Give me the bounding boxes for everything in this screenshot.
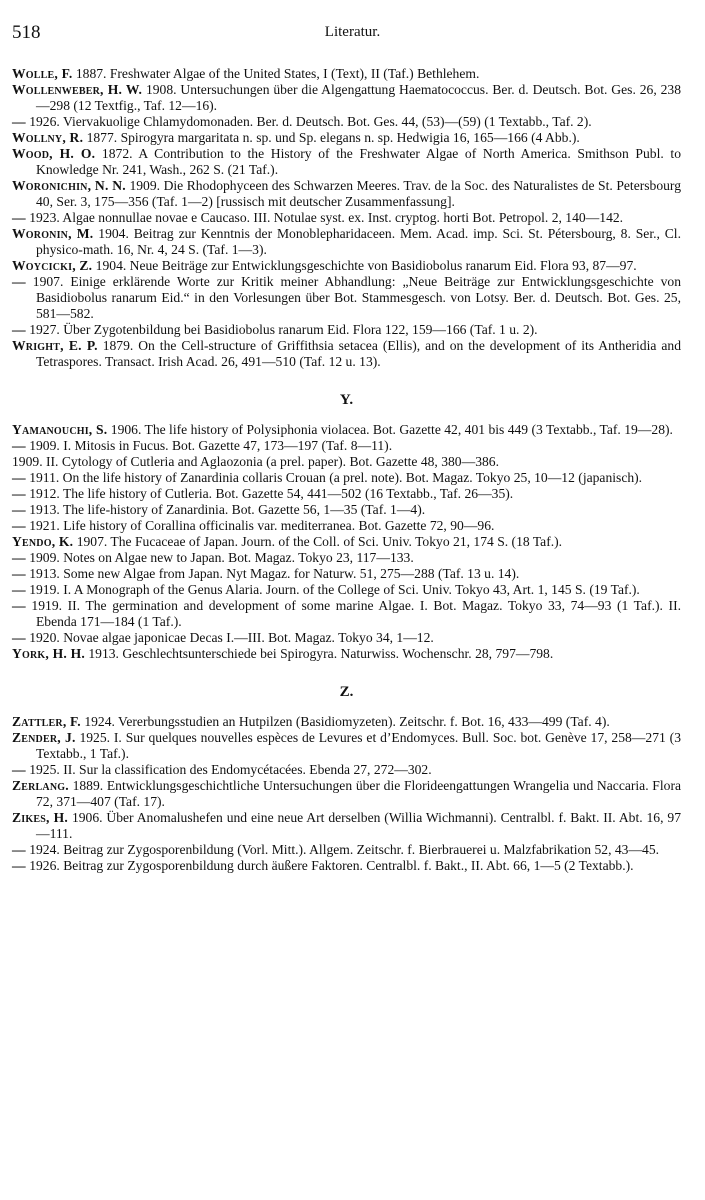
page-header bbox=[12, 22, 693, 48]
bibliography-entry bbox=[12, 422, 681, 438]
bibliography bbox=[12, 66, 681, 874]
bibliography-entry bbox=[12, 502, 681, 518]
entry-author: Woycicki, Z. bbox=[12, 258, 93, 273]
bibliography-entry bbox=[12, 226, 681, 258]
entry-author: — bbox=[12, 582, 26, 597]
bibliography-entry bbox=[12, 518, 681, 534]
bibliography-entry bbox=[12, 338, 681, 370]
bibliography-entry bbox=[12, 566, 681, 582]
entry-author: — bbox=[12, 114, 26, 129]
entry-text: 1904. Beitrag zur Kenntnis der Monoblepharidaceen. Mem. Acad. imp. Sci. St. Pétersbourg, 8. Ser., Cl. physico-math. 16, Nr. 4, 24 S. (Taf. 1—3). bbox=[36, 226, 681, 257]
bibliography-entry bbox=[12, 582, 681, 598]
bibliography-entry bbox=[12, 598, 681, 630]
entry-author: Wolle, F. bbox=[12, 66, 73, 81]
bibliography-entry bbox=[12, 714, 681, 730]
section-letter: Y. bbox=[339, 392, 354, 408]
bibliography-entry bbox=[12, 730, 681, 762]
bibliography-entry bbox=[12, 454, 681, 470]
entry-text: 1909. Notes on Algae new to Japan. Bot. Magaz. Tokyo 23, 117—133. bbox=[29, 550, 414, 565]
bibliography-entry bbox=[12, 646, 681, 662]
entry-text: 1906. Über Anomalushefen und eine neue Art derselben (Willia Wichmanni). Centralbl. f. Bakt. II. Abt. 16, 97—111. bbox=[36, 810, 681, 841]
entry-text: 1924. Vererbungsstudien an Hutpilzen (Basidiomyzeten). Zeitschr. f. Bot. 16, 433—499 (Taf. 4). bbox=[84, 714, 610, 729]
bibliography-entry bbox=[12, 550, 681, 566]
entry-author: Zender, J. bbox=[12, 730, 76, 745]
entry-text: 1889. Entwicklungsgeschichtliche Untersuchungen über die Florideengattungen Wrangelia und Naccaria. Flora 72, 371—407 (Taf. 17). bbox=[36, 778, 682, 809]
entry-author: — bbox=[12, 274, 26, 289]
entry-author: — bbox=[12, 502, 26, 517]
entry-author: York, H. H. bbox=[12, 646, 85, 661]
entry-text: 1926. Beitrag zur Zygosporenbildung durch äußere Faktoren. Centralbl. f. Bakt., II. Abt. 66, 1—5 (2 Textabb.). bbox=[29, 858, 634, 873]
entry-author: Wollenweber, H. W. bbox=[12, 82, 143, 97]
entry-author: Wollny, R. bbox=[12, 130, 84, 145]
entry-author: — bbox=[12, 842, 26, 857]
entry-author: — bbox=[12, 486, 26, 501]
entry-author: — bbox=[12, 566, 26, 581]
bibliography-entry bbox=[12, 858, 681, 874]
entry-author: — bbox=[12, 598, 26, 613]
entry-text: 1879. On the Cell-structure of Griffithsia setacea (Ellis), and on the development of its Antheridia and Tetraspores. Transact. Irish Acad. 26, 491—510 (Taf. 12 u. 13). bbox=[36, 338, 681, 369]
bibliography-entry bbox=[12, 486, 681, 502]
entry-text: 1912. The life history of Cutleria. Bot. Gazette 54, 441—502 (16 Textabb., Taf. 26—35). bbox=[29, 486, 514, 501]
bibliography-entry bbox=[12, 114, 681, 130]
bibliography-entry bbox=[12, 762, 681, 778]
bibliography-entry bbox=[12, 470, 681, 486]
entry-author: Wood, H. O. bbox=[12, 146, 96, 161]
entry-text: 1925. II. Sur la classification des Endomycétacées. Ebenda 27, 272—302. bbox=[29, 762, 432, 777]
bibliography-entry bbox=[12, 130, 681, 146]
entry-author: — bbox=[12, 438, 26, 453]
entry-author: — bbox=[12, 470, 26, 485]
entry-text: 1913. The life-history of Zanardinia. Bot. Gazette 56, 1—35 (Taf. 1—4). bbox=[29, 502, 426, 517]
entry-author: Woronin, M. bbox=[12, 226, 94, 241]
entry-author: — bbox=[12, 210, 26, 225]
entry-text: 1907. The Fucaceae of Japan. Journ. of the Coll. of Sci. Univ. Tokyo 21, 174 S. (18 Taf.). bbox=[76, 534, 563, 549]
entry-text: 1919. I. A Monograph of the Genus Alaria. Journ. of the College of Sci. Univ. Tokyo 43, Art. 1, 145 S. (19 Taf.). bbox=[29, 582, 640, 597]
entry-text: 1909. Die Rhodophyceen des Schwarzen Meeres. Trav. de la Soc. des Naturalistes de St. Petersbourg 40, Ser. 3, 175—356 (Taf. 1—2) [russisch mit deutscher Zusammenfassung]. bbox=[36, 178, 682, 209]
entry-text: 1877. Spirogyra margaritata n. sp. und Sp. elegans n. sp. Hedwigia 16, 165—166 (4 Abb.). bbox=[86, 130, 580, 145]
bibliography-entry bbox=[12, 438, 681, 454]
entry-text: 1909. II. Cytology of Cutleria and Aglaozonia (a prel. paper). Bot. Gazette 48, 380—386. bbox=[12, 454, 499, 469]
entry-author: Zerlang. bbox=[12, 778, 69, 793]
bibliography-entry bbox=[12, 258, 681, 274]
entry-text: 1923. Algae nonnullae novae e Caucaso. III. Notulae syst. ex. Inst. cryptog. horti Bot. Petropol. 2, 140—142. bbox=[29, 210, 624, 225]
bibliography-entry bbox=[12, 778, 681, 810]
entry-author: — bbox=[12, 762, 26, 777]
entry-text: 1911. On the life history of Zanardinia collaris Crouan (a prel. note). Bot. Magaz. Tokyo 25, 10—12 (japanisch). bbox=[29, 470, 643, 485]
entry-author: Wright, E. P. bbox=[12, 338, 98, 353]
entry-text: 1907. Einige erklärende Worte zur Kritik meiner Abhandlung: „Neue Beiträge zur Entwicklungsgeschichte von Basidiobolus ranarum Eid.“ in den Vorlesungen über Bot. Stammesgesch. von Lotsy. Ber. d. Deutsch. Bot. Ges. 25, 581—582. bbox=[32, 274, 681, 321]
entry-text: 1904. Neue Beiträge zur Entwicklungsgeschichte von Basidiobolus ranarum Eid. Flora 93, 87—97. bbox=[95, 258, 637, 273]
page-number: 518 bbox=[12, 22, 41, 43]
entry-text: 1920. Novae algae japonicae Decas I.—III. Bot. Magaz. Tokyo 34, 1—12. bbox=[29, 630, 434, 645]
entry-text: 1906. The life history of Polysiphonia violacea. Bot. Gazette 42, 401 bis 449 (3 Textabb., Taf. 19—28). bbox=[110, 422, 673, 437]
bibliography-entry bbox=[12, 66, 681, 82]
bibliography-entry bbox=[12, 630, 681, 646]
entry-author: — bbox=[12, 858, 26, 873]
bibliography-entry bbox=[12, 322, 681, 338]
bibliography-entry bbox=[12, 842, 681, 858]
entry-author: — bbox=[12, 550, 26, 565]
entry-author: — bbox=[12, 518, 26, 533]
section-letter: Z. bbox=[339, 684, 354, 700]
entry-author: — bbox=[12, 630, 26, 645]
bibliography-entry bbox=[12, 810, 681, 842]
entry-text: 1913. Geschlechtsunterschiede bei Spirogyra. Naturwiss. Wochenschr. 28, 797—798. bbox=[88, 646, 554, 661]
entry-author: — bbox=[12, 322, 26, 337]
entry-author: Zattler, F. bbox=[12, 714, 81, 729]
bibliography-entry bbox=[12, 178, 681, 210]
entry-text: 1926. Viervakuolige Chlamydomonaden. Ber. d. Deutsch. Bot. Ges. 44, (53)—(59) (1 Textabb., Taf. 2). bbox=[29, 114, 592, 129]
bibliography-entry bbox=[12, 82, 681, 114]
running-title: Literatur. bbox=[324, 24, 381, 40]
entry-author: Yendo, K. bbox=[12, 534, 74, 549]
entry-text: 1913. Some new Algae from Japan. Nyt Magaz. for Naturw. 51, 275—288 (Taf. 13 u. 14). bbox=[29, 566, 520, 581]
entry-author: Yamanouchi, S. bbox=[12, 422, 108, 437]
entry-text: 1924. Beitrag zur Zygosporenbildung (Vorl. Mitt.). Allgem. Zeitschr. f. Bierbrauerei u. Malzfabrikation 52, 43—45. bbox=[29, 842, 660, 857]
bibliography-entry bbox=[12, 210, 681, 226]
entry-text: 1925. I. Sur quelques nouvelles espèces de Levures et d’Endomyces. Bull. Soc. bot. Genève 17, 258—271 (3 Textabb., 1 Taf.). bbox=[36, 730, 681, 761]
entry-text: 1921. Life history of Corallina officinalis var. mediterranea. Bot. Gazette 72, 90—96. bbox=[29, 518, 495, 533]
entry-text: 1927. Über Zygotenbildung bei Basidiobolus ranarum Eid. Flora 122, 159—166 (Taf. 1 u. 2). bbox=[29, 322, 538, 337]
entry-text: 1909. I. Mitosis in Fucus. Bot. Gazette 47, 173—197 (Taf. 8—11). bbox=[29, 438, 393, 453]
bibliography-entry bbox=[12, 146, 681, 178]
bibliography-entry bbox=[12, 274, 681, 322]
entry-text: 1872. A Contribution to the History of the Freshwater Algae of North America. Smithson Publ. to Knowledge Nr. 241, Wash., 262 S. (21 Taf.). bbox=[36, 146, 682, 177]
entry-text: 1887. Freshwater Algae of the United States, I (Text), II (Taf.) Bethlehem. bbox=[75, 66, 480, 81]
entry-author: Zikes, H. bbox=[12, 810, 69, 825]
entry-text: 1908. Untersuchungen über die Algengattung Haematococcus. Ber. d. Deutsch. Bot. Ges. 26, 238—298 (12 Textfig., Taf. 12—16). bbox=[36, 82, 681, 113]
entry-text: 1919. II. The germination and development of some marine Algae. I. Bot. Magaz. Tokyo 33, 74—93 (1 Taf.). II. Ebenda 171—184 (1 Taf.). bbox=[31, 598, 681, 629]
entry-author: Woronichin, N. N. bbox=[12, 178, 126, 193]
bibliography-entry bbox=[12, 534, 681, 550]
